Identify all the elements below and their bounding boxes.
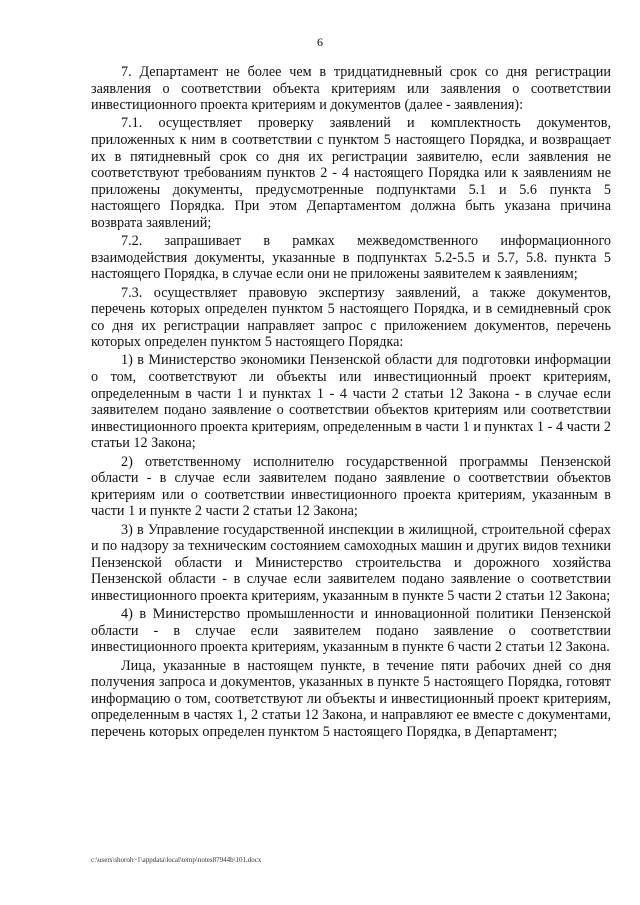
- paragraph-7-1: 7.1. осуществляет проверку заявлений и комплектность документов, приложенных к ним в соответствии с пунктом 5 настоящего Порядка, и возвращает их в пятидневный срок со дня их регистрации заявителю, если заявления не соответствуют требованиям пунктов 2 - 4 настоящего Порядка или к заявлениям не приложены документы, предусмотренные подпунктами 5.1 и 5.6 пункта 5 настоящего Порядка. При этом Департаментом должна быть указана причина возврата заявлений;: [91, 115, 611, 231]
- page-number: 6: [317, 35, 323, 49]
- paragraph-persons: Лица, указанные в настоящем пункте, в течение пяти рабочих дней со дня получения запроса и документов, указанных в пункте 5 настоящего Порядка, готовят информацию о том, соответствуют ли объекты и инвестиционный проект критериям, определенным в частях 1, 2 статьи 12 Закона, и направляют ее вместе с документами, перечень которых определен пунктом 5 настоящего Порядка, в Департамент;: [91, 657, 611, 740]
- list-item-2: 2) ответственному исполнителю государственной программы Пензенской области - в случае если заявителем подано заявление о соответствии объектов критериям или о соответствии инвестиционного проекта критериям, указанным в части 1 и пункте 2 части 2 статьи 12 Закона;: [91, 453, 611, 520]
- list-item-3: 3) в Управление государственной инспекции в жилищной, строительной сферах и по надзору за техническим состоянием самоходных машин и других видов техники Пензенской области и Министерство строительства и дорожного хозяйства Пензенской области - в случае если заявителем подано заявление о соответствии инвестиционного проекта критериям, указанным в пункте 5 части 2 статьи 12 Закона;: [91, 521, 611, 604]
- paragraph-7-2: 7.2. запрашивает в рамках межведомственного информационного взаимодействия документы, указанные в подпунктах 5.2-5.5 и 5.7, 5.8. пункта 5 настоящего Порядка, в случае если они не приложены заявителем к заявлениям;: [91, 233, 611, 283]
- paragraph-7-3: 7.3. осуществляет правовую экспертизу заявлений, а также документов, перечень которых определен пунктом 5 настоящего Порядка, и в семидневный срок со дня их регистрации направляет запрос с приложением документов, перечень которых определен пунктом 5 настоящего Порядка:: [91, 284, 611, 351]
- list-item-1: 1) в Министерство экономики Пензенской области для подготовки информации о том, соответствуют ли объекты или инвестиционный проект критериям, определенным в части 1 и пунктах 1 - 4 части 2 статьи 12 Закона - в случае если заявителем подано заявление о соответствии объектов критериям или соответствии инвестиционного проекта критериям, определенным в части 1 и пунктах 1 - 4 части 2 статьи 12 Закона;: [91, 352, 611, 452]
- document-body: [91, 64, 611, 742]
- footer-file-path: c:\users\shoroh~1\appdata\local\temp\notes87944b\101.docx: [91, 856, 262, 864]
- list-item-4: 4) в Министерство промышленности и инновационной политики Пензенской области - в случае если заявителем подано заявление о соответствии инвестиционного проекта критериям, указанным в пункте 6 части 2 статьи 12 Закона.: [91, 606, 611, 656]
- paragraph-7: 7. Департамент не более чем в тридцатидневный срок со дня регистрации заявления о соответствии объекта критериям или заявления о соответствии инвестиционного проекта критериям и документов (далее - заявления):: [91, 64, 611, 114]
